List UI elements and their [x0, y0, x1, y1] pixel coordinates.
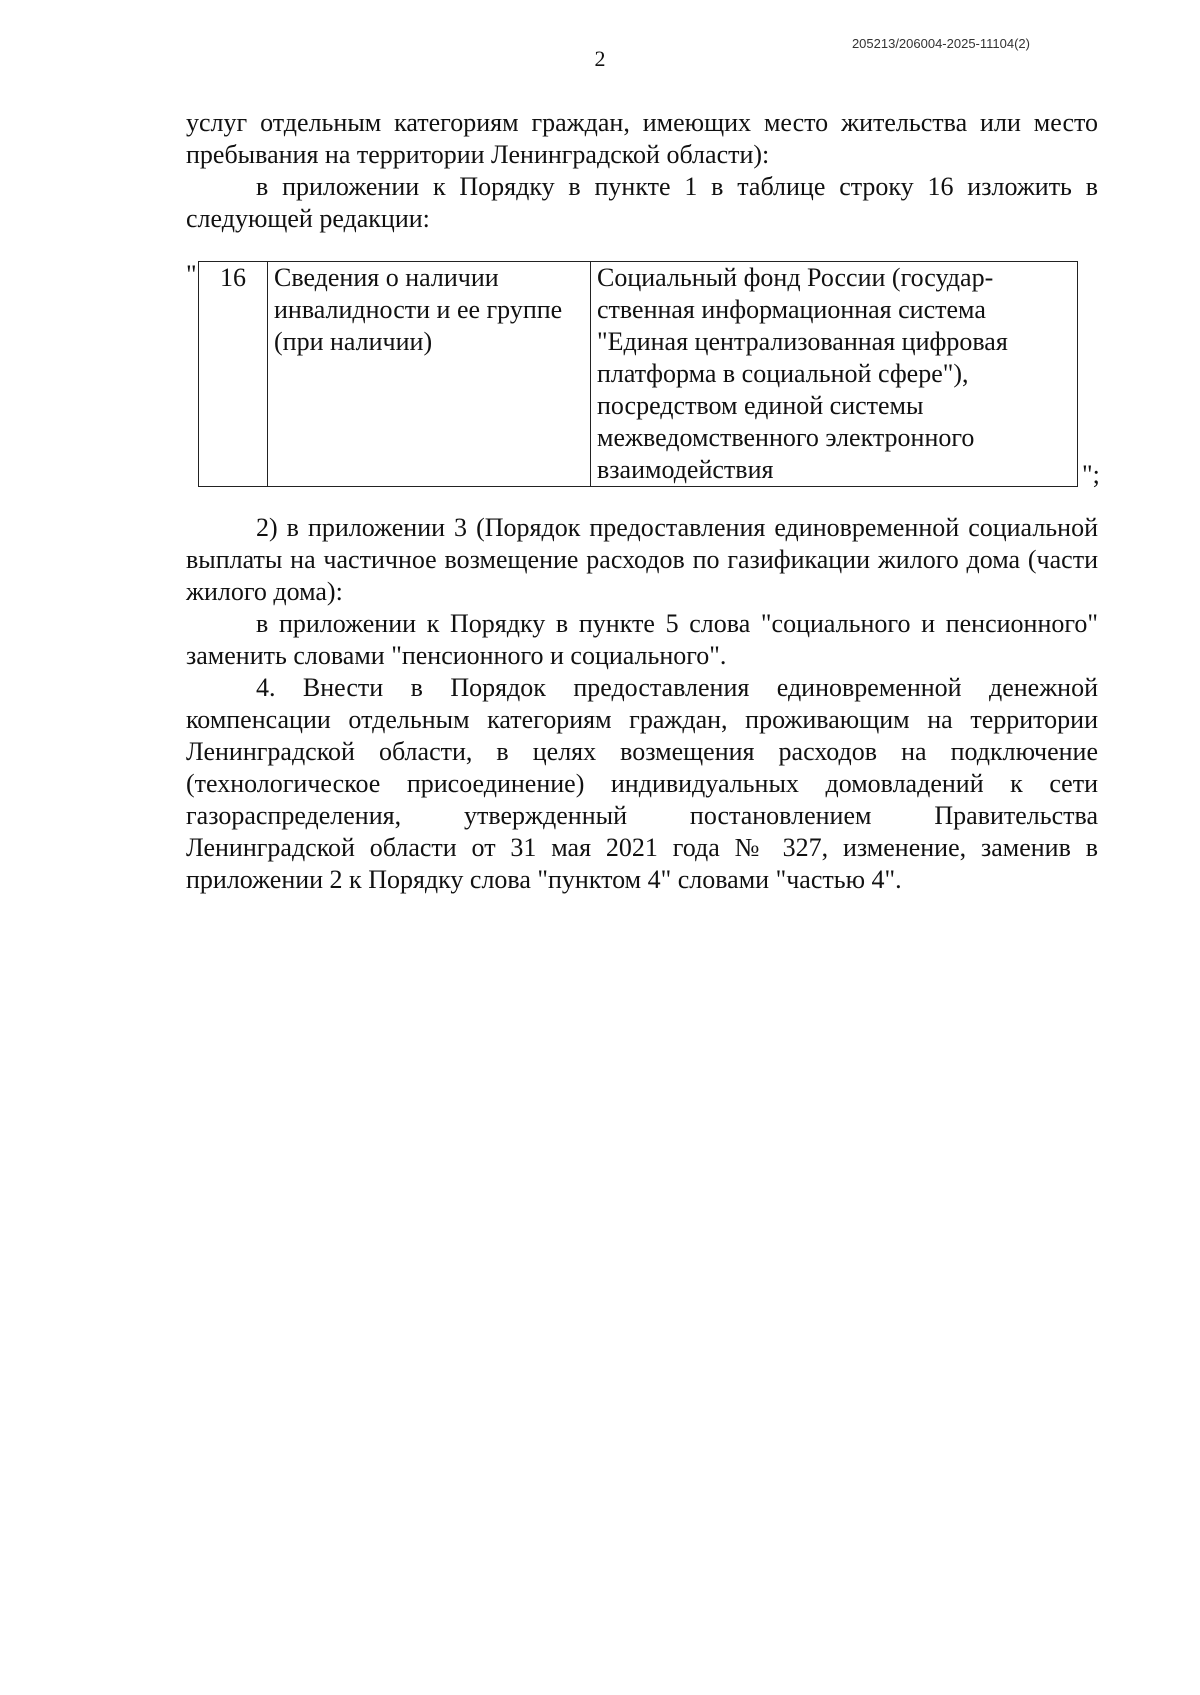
main-text: [186, 512, 1098, 896]
table-close-quote: ";: [1082, 460, 1100, 489]
row-source-cell: Социальный фонд России (государ-ственная информационная система "Единая централизованная цифровая платформа в социальной сфере"), посредством единой системы межведомственного электронного взаимодействия: [591, 262, 1078, 487]
intro-text: [186, 107, 1098, 235]
paragraph-item-4: 4. Внести в Порядок предоставления единовременной денежной компенсации отдельным категориям граждан, проживающим на территории Ленинградской области, в целях возмещения расходов на подключение (технологическое присоединение) индивидуальных домовладений к сети газораспределения, утвержденный постановлением Правительства Ленинградской области от 31 мая 2021 года № 327, изменение, заменив в приложении 2 к Порядку слова "пунктом 4" словами "частью 4".: [186, 673, 1098, 894]
table-open-quote: ": [186, 260, 197, 289]
row-description-cell: Сведения о наличии инвалидности и ее группе (при наличии): [268, 262, 591, 487]
paragraph-continuation: услуг отдельным категориям граждан, имеющих место жительства или место пребывания на территории Ленинградской области):: [186, 108, 1098, 169]
amendment-table: [198, 261, 1078, 487]
table-row: [199, 262, 1078, 487]
page-number: 2: [594, 46, 606, 71]
document-registration-code: 205213/206004-2025-11104(2): [851, 36, 1030, 51]
row-number-cell: 16: [199, 262, 268, 487]
paragraph-table-amendment: в приложении к Порядку в пункте 1 в таблице строку 16 изложить в следующей редакции:: [186, 172, 1098, 233]
paragraph-item-2-change: в приложении к Порядку в пункте 5 слова "социального и пенсионного" заменить словами "пенсионного и социального".: [186, 609, 1098, 670]
paragraph-item-2: 2) в приложении 3 (Порядок предоставления единовременной социальной выплаты на частичное возмещение расходов по газификации жилого дома (части жилого дома):: [186, 513, 1098, 606]
